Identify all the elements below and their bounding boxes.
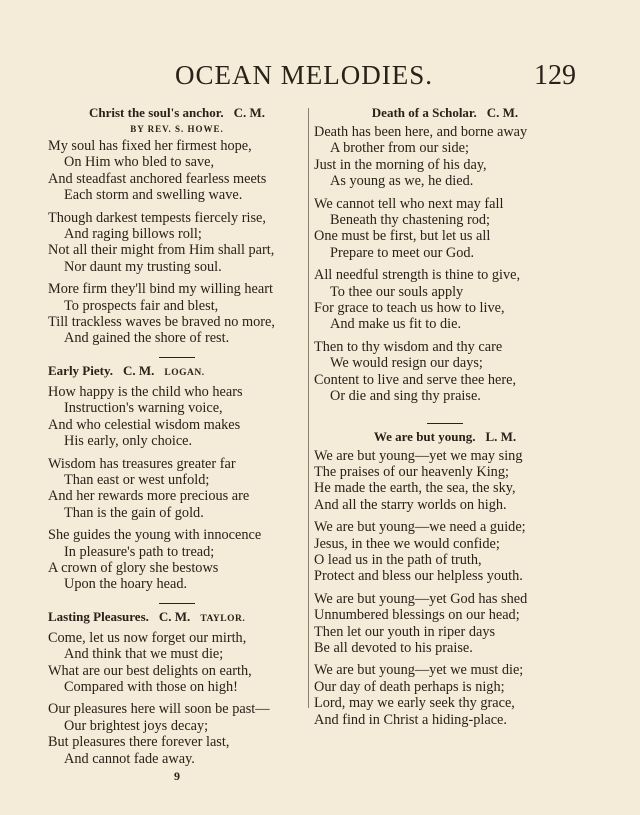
verse-line: How happy is the child who hears	[48, 383, 243, 400]
verse-line: O lead us in the path of truth,	[314, 551, 482, 568]
stanza	[314, 591, 576, 657]
section-rule	[159, 603, 195, 604]
stanza	[48, 701, 306, 767]
verse-line: As young as we, he died.	[330, 173, 474, 190]
verse-line: But pleasures there forever last,	[48, 734, 230, 751]
verse-line: Each storm and swelling wave.	[64, 187, 243, 204]
verse-line: Than is the gain of gold.	[64, 504, 204, 521]
verse-line: Nor daunt my trusting soul.	[64, 258, 222, 275]
verse-line: To prospects fair and blest,	[64, 297, 219, 314]
hymn-title: We are but young. L. M.	[373, 428, 517, 444]
verse-line: And who celestial wisdom makes	[48, 416, 241, 433]
verse-line: Just in the morning of his day,	[314, 156, 487, 173]
hymn-title: Death of a Scholar. C. M.	[371, 105, 519, 120]
verse-line: Our brightest joys decay;	[64, 717, 209, 734]
right-column	[314, 100, 576, 728]
stanza	[48, 281, 306, 347]
hymn-title: Christ the soul's anchor. C. M.	[88, 105, 266, 120]
left-column	[48, 100, 306, 783]
section-rule	[427, 423, 463, 424]
verse-line: The praises of our heavenly King;	[314, 463, 509, 480]
verse-line: Our pleasures here will soon be past—	[48, 701, 270, 718]
verse-line: And raging billows roll;	[64, 226, 202, 243]
hymn	[48, 104, 306, 347]
verse-line: We are but young—yet we must die;	[314, 662, 524, 679]
stanza	[48, 210, 306, 276]
stanza	[314, 124, 576, 190]
page-number: 129	[534, 60, 576, 91]
hymn	[48, 362, 306, 593]
verse-line: Be all devoted to his praise.	[314, 639, 473, 656]
verse-line: And cannot fade away.	[64, 750, 195, 767]
hymn	[48, 608, 306, 767]
stanza	[314, 339, 576, 405]
verse-line: And steadfast anchored fearless meets	[48, 170, 267, 187]
verse-line: My soul has fixed her firmest hope,	[48, 138, 252, 154]
verse-line: A brother from our side;	[330, 140, 469, 157]
verse-line: Come, let us now forget our mirth,	[48, 629, 247, 646]
verse-line: Upon the hoary head.	[64, 576, 188, 593]
verse-line: And make us fit to die.	[330, 316, 462, 333]
composer-name: TAYLOR.	[200, 613, 246, 624]
verse-line: On Him who bled to save,	[64, 154, 215, 171]
running-title: OCEAN MELODIES.	[175, 60, 433, 90]
verse-line: What are our best delights on earth,	[48, 662, 252, 679]
verse-line: Our day of death perhaps is nigh;	[314, 678, 505, 695]
verse-line: He made the earth, the sea, the sky,	[314, 480, 516, 497]
verse-line: Wisdom has treasures greater far	[48, 455, 236, 472]
stanza	[314, 267, 576, 333]
stanza	[48, 456, 306, 522]
verse-line: We cannot tell who next may fall	[314, 195, 504, 212]
hymn	[314, 428, 576, 729]
stanza	[48, 630, 306, 696]
stanza	[314, 662, 576, 728]
verse-line: Till trackless waves be braved no more,	[48, 314, 275, 331]
verse-line: In pleasure's path to tread;	[64, 543, 215, 560]
verse-line: For grace to teach us how to live,	[314, 300, 505, 317]
verse-line: Than east or west unfold;	[64, 471, 210, 488]
verse-line: Then to thy wisdom and thy care	[314, 338, 503, 355]
stanza	[314, 196, 576, 262]
stanza	[48, 527, 306, 593]
stanza	[48, 384, 306, 450]
stanza	[314, 448, 576, 514]
composer-name: LOGAN.	[164, 367, 205, 378]
verse-line: Compared with those on high!	[64, 678, 238, 695]
verse-line: And all the starry worlds on high.	[314, 496, 507, 513]
verse-line: To thee our souls apply	[330, 283, 464, 300]
verse-line: And think that we must die;	[64, 646, 224, 663]
verse-line: Unnumbered blessings on our head;	[314, 607, 520, 624]
section-rule	[159, 357, 195, 358]
verse-line: Then let our youth in riper days	[314, 623, 496, 640]
verse-line: She guides the young with innocence	[48, 527, 262, 544]
verse-line: Death has been here, and borne away	[314, 124, 528, 140]
verse-line: Instruction's warning voice,	[64, 400, 223, 417]
verse-line: We are but young—yet we may sing	[314, 447, 523, 464]
verse-line: All needful strength is thine to give,	[314, 267, 521, 284]
verse-line: More firm they'll bind my willing heart	[48, 281, 273, 298]
verse-line: We would resign our days;	[330, 355, 483, 372]
verse-line: Or die and sing thy praise.	[330, 388, 481, 405]
signature-mark: 9	[174, 769, 180, 783]
verse-line: His early, only choice.	[64, 433, 193, 450]
verse-line: Content to live and serve thee here,	[314, 371, 517, 388]
verse-line: Prepare to meet our God.	[330, 244, 475, 261]
verse-line: We are but young—we need a guide;	[314, 519, 526, 536]
verse-line: A crown of glory she bestows	[48, 559, 219, 576]
verse-line: Lord, may we early seek thy grace,	[314, 695, 515, 712]
verse-line: Jesus, in thee we would confide;	[314, 535, 500, 552]
verse-line: One must be first, but let us all	[314, 228, 491, 245]
verse-line: Protect and bless our helpless youth.	[314, 568, 523, 585]
column-divider	[308, 108, 309, 708]
verse-line: Though darkest tempests fiercely rise,	[48, 209, 266, 226]
hymn-byline: BY REV. S. HOWE.	[130, 124, 224, 134]
stanza	[314, 519, 576, 585]
hymn-title: Early Piety. C. M. LOGAN.	[48, 362, 205, 378]
hymn-title: Lasting Pleasures. C. M. TAYLOR.	[48, 608, 246, 624]
verse-line: And her rewards more precious are	[48, 488, 250, 505]
verse-line: We are but young—yet God has shed	[314, 590, 528, 607]
verse-line: And gained the shore of rest.	[64, 330, 230, 347]
verse-line: Not all their might from Him shall part,	[48, 242, 275, 259]
verse-line: And find in Christ a hiding-place.	[314, 711, 507, 728]
verse-line: Beneath thy chastening rod;	[330, 212, 491, 229]
hymn	[314, 104, 576, 405]
stanza	[48, 138, 306, 204]
